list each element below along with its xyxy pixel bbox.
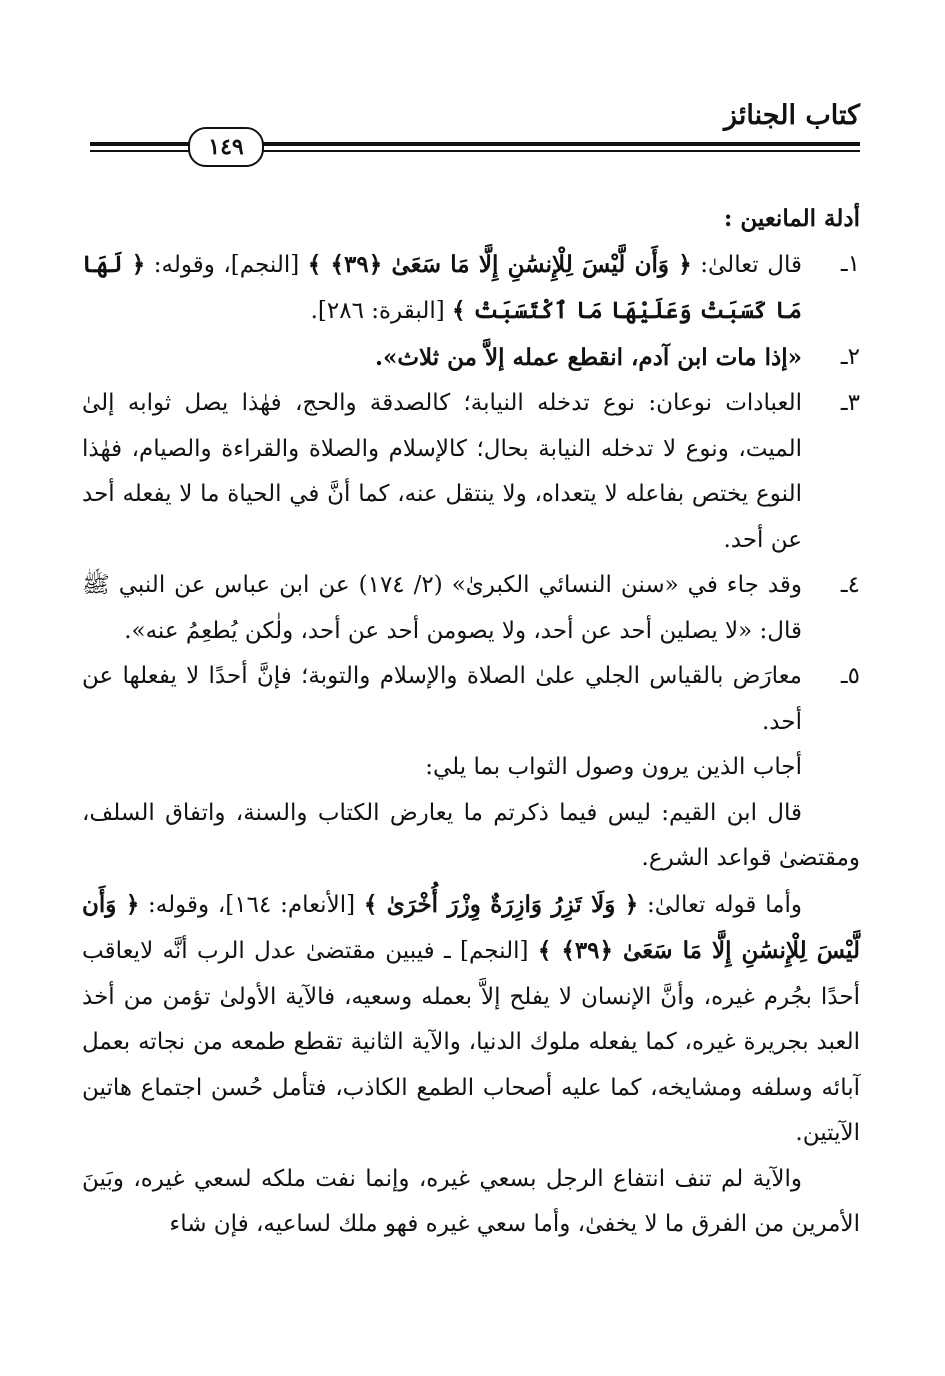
list-item-text — [82, 242, 802, 335]
text-run: [الأنعام: ١٦٤]، وقوله: — [139, 891, 364, 918]
list-item-text — [82, 335, 802, 382]
paragraph — [82, 745, 860, 791]
list-item — [82, 654, 860, 745]
list-item-text — [82, 654, 802, 745]
paragraph — [82, 791, 860, 882]
text-run: قال ابن القيم: ليس فيما ذكرتم ما يعارض الكتاب والسنة، واتفاق السلف، ومقتضىٰ قواعد الشرع. — [82, 799, 860, 871]
text-run: والآية لم تنف انتفاع الرجل بسعي غيره، وإنما نفت ملكه لسعي غيره، وبَينَ الأمرين من الفرق ما لا يخفىٰ، وأما سعي غيره فهو ملك لساعيه، فإن شاء — [82, 1165, 860, 1237]
quran-verse: ﴿ وَأَن لَّيْسَ لِلْإِنسَٰنِ إِلَّا مَا سَعَىٰ ﴿٣٩﴾ ﴾ — [307, 250, 692, 278]
text-run: [البقرة: ٢٨٦]. — [310, 298, 452, 324]
running-header-title: كتاب الجنائز — [724, 100, 860, 131]
list-item-number: ٣ـ — [840, 390, 860, 416]
page-body — [82, 196, 860, 1248]
section-heading: أدلة المانعين : — [723, 205, 860, 232]
list-item — [82, 381, 860, 563]
list-item-number: ٢ـ — [840, 343, 860, 370]
paragraph — [82, 882, 860, 1157]
list-item — [82, 563, 860, 654]
list-item-text — [82, 381, 802, 563]
quran-verse: ﴿ لَهَا مَا كَسَبَتْ وَعَلَيْهَا مَا ٱكْتَسَبَتْ ﴾ — [82, 250, 802, 324]
quran-verse: ﴿ وَأَن لَّيْسَ لِلْإِنسَٰنِ إِلَّا مَا سَعَىٰ ﴿٣٩﴾ ﴾ — [82, 890, 860, 964]
text-run: وأما قوله تعالىٰ: — [638, 891, 802, 918]
paragraphs — [82, 745, 860, 1248]
list-item-text — [82, 563, 802, 654]
list-item-number: ٤ـ — [840, 572, 860, 598]
hadith-text: «إذا مات ابن آدم، انقطع عمله إلاَّ من ثلاث». — [374, 343, 802, 371]
text-run: [النجم]، وقوله: — [145, 251, 308, 278]
text-run: قال تعالىٰ: — [691, 251, 802, 278]
text-run: معارَض بالقياس الجلي علىٰ الصلاة والإسلام والتوبة؛ فإنَّ أحدًا لا يفعلها عن أحد. — [82, 663, 802, 735]
list-item — [82, 242, 860, 335]
list-item-number: ٥ـ — [840, 663, 860, 689]
text-run: [النجم] ـ فيبين مقتضىٰ عدل الرب أنَّه لايعاقب أحدًا بجُرم غيره، وأنَّ الإنسان لا يفلح إلاَّ بعمله وسعيه، فالآية الأولىٰ تؤمن من أخذ العبد بجريرة غيره، كما يفعله ملوك الدنيا، والآية الثانية تقطع طمعه من نجاته بعمل آبائه وسلفه ومشايخه، كما عليه أصحاب الطمع الكاذب، فتأمل حُسن اجتماع هاتين الآيتين. — [82, 938, 860, 1146]
numbered-list — [82, 242, 860, 746]
text-run: وقد جاء في «سنن النسائي الكبرىٰ» (٢/ ١٧٤) عن ابن عباس عن النبي ﷺ قال: «لا يصلين أحد عن أحد، ولا يصومن أحد عن أحد، ولٰكن يُطعِمُ عنه». — [82, 572, 802, 644]
paragraph — [82, 1157, 860, 1248]
quran-verse: ﴿ وَلَا تَزِرُ وَازِرَةٌ وِزْرَ أُخْرَىٰ ﴾ — [363, 890, 639, 918]
list-item — [82, 335, 860, 382]
text-run: العبادات نوعان: نوع تدخله النيابة؛ كالصدقة والحج، فهٰذا يصل ثوابه إلىٰ الميت، ونوع لا تدخله النيابة بحال؛ كالإسلام والصلاة والقراءة والصيام، فهٰذا النوع يختص بفاعله لا يتعداه، ولا ينتقل عنه، كما أنَّ في الحياة ما لا يفعله أحد عن أحد. — [82, 390, 802, 553]
text-run: أجاب الذين يرون وصول الثواب بما يلي: — [425, 754, 802, 780]
list-item-number: ١ـ — [840, 250, 860, 277]
page-number: ١٤٩ — [188, 127, 264, 167]
